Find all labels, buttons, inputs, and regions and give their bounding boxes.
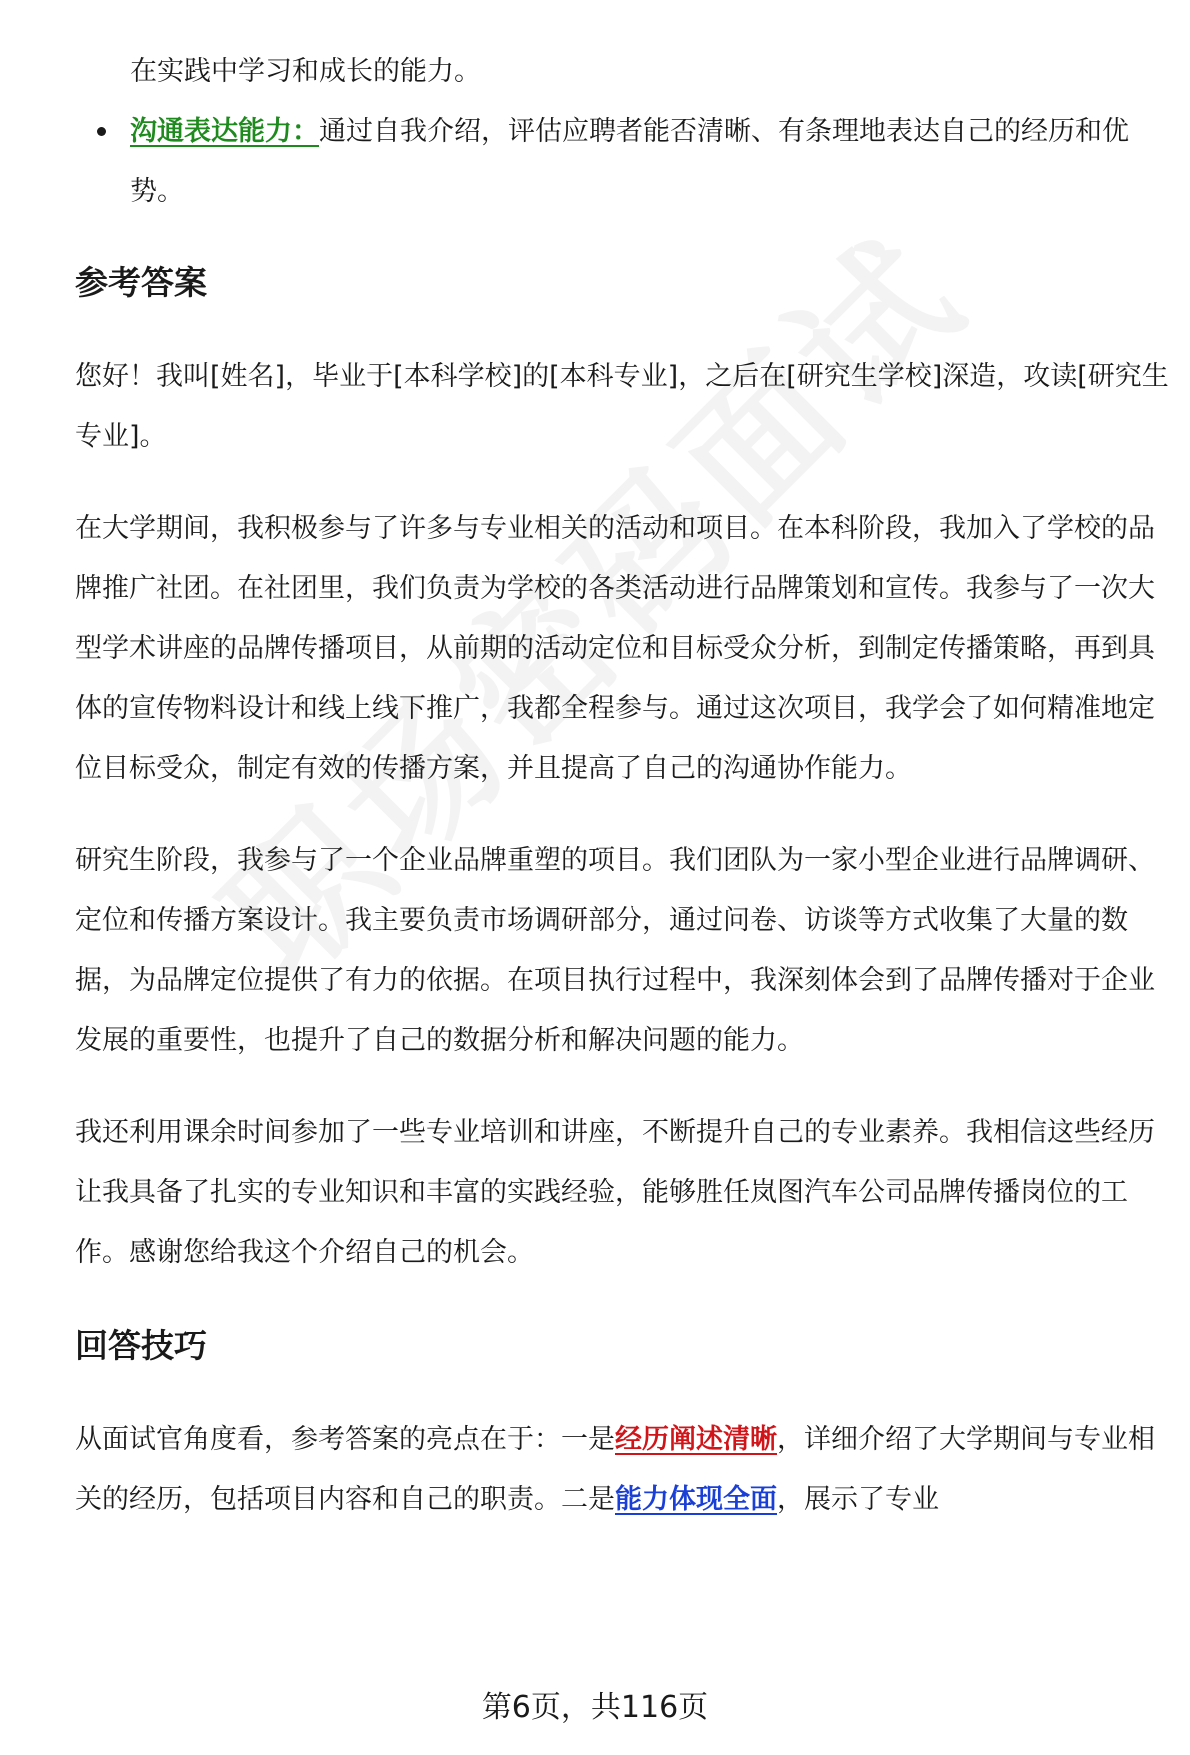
answer-heading: 参考答案 xyxy=(75,263,207,302)
tips-text: ，展示了专业 xyxy=(777,1484,939,1515)
answer-paragraph: 在大学期间，我积极参与了许多与专业相关的活动和项目。在本科阶段，我加入了学校的品牌推广社团。在社团里，我们负责为学校的各类活动进行品牌策划和宣传。我参与了一次大型学术讲座的品牌传播项目，从前期的活动定位和目标受众分析，到制定传播策略，再到具体的宣传物料设计和线上线下推广，我都全程参与。通过这次项目，我学会了如何精准地定位目标受众，制定有效的传播方案，并且提高了自己的沟通协作能力。 xyxy=(75,513,1155,784)
tips-text: ，详细介绍了大学期间与专业相关的经历，包括项目内容和自己的职责。二是 xyxy=(75,1424,1155,1515)
tips-paragraph xyxy=(75,1410,1175,1530)
answer-paragraph: 研究生阶段，我参与了一个企业品牌重塑的项目。我们团队为一家小型企业进行品牌调研、定位和传播方案设计。我主要负责市场调研部分，通过问卷、访谈等方式收集了大量的数据，为品牌定位提供了有力的依据。在项目执行过程中，我深刻体会到了品牌传播对于企业发展的重要性，也提升了自己的数据分析和解决问题的能力。 xyxy=(75,845,1155,1056)
highlight-clear-experience: 经历阐述清晰 xyxy=(615,1424,777,1455)
highlight-comprehensive-ability: 能力体现全面 xyxy=(615,1484,777,1515)
bullet-continuation: 在实践中学习和成长的能力。 xyxy=(130,56,481,87)
bullet-label: 沟通表达能力： xyxy=(130,116,319,147)
bullet-list xyxy=(75,102,1175,222)
list-item xyxy=(75,102,1165,222)
tips-heading: 回答技巧 xyxy=(75,1326,207,1365)
answer-paragraph: 我还利用课余时间参加了一些专业培训和讲座，不断提升自己的专业素养。我相信这些经历让我具备了扎实的专业知识和丰富的实践经验，能够胜任岚图汽车公司品牌传播岗位的工作。感谢您给我这个介绍自己的机会。 xyxy=(75,1117,1155,1268)
tips-text: 从面试官角度看，参考答案的亮点在于：一是 xyxy=(75,1424,615,1455)
answer-paragraph: 您好！我叫[姓名]，毕业于[本科学校]的[本科专业]，之后在[研究生学校]深造，攻读[研究生专业]。 xyxy=(75,361,1169,452)
bullet-text: 通过自我介绍，评估应聘者能否清晰、有条理地表达自己的经历和优势。 xyxy=(130,116,1129,207)
page-content xyxy=(75,42,1175,1530)
page-number-footer: 第6页，共116页 xyxy=(481,1690,709,1725)
